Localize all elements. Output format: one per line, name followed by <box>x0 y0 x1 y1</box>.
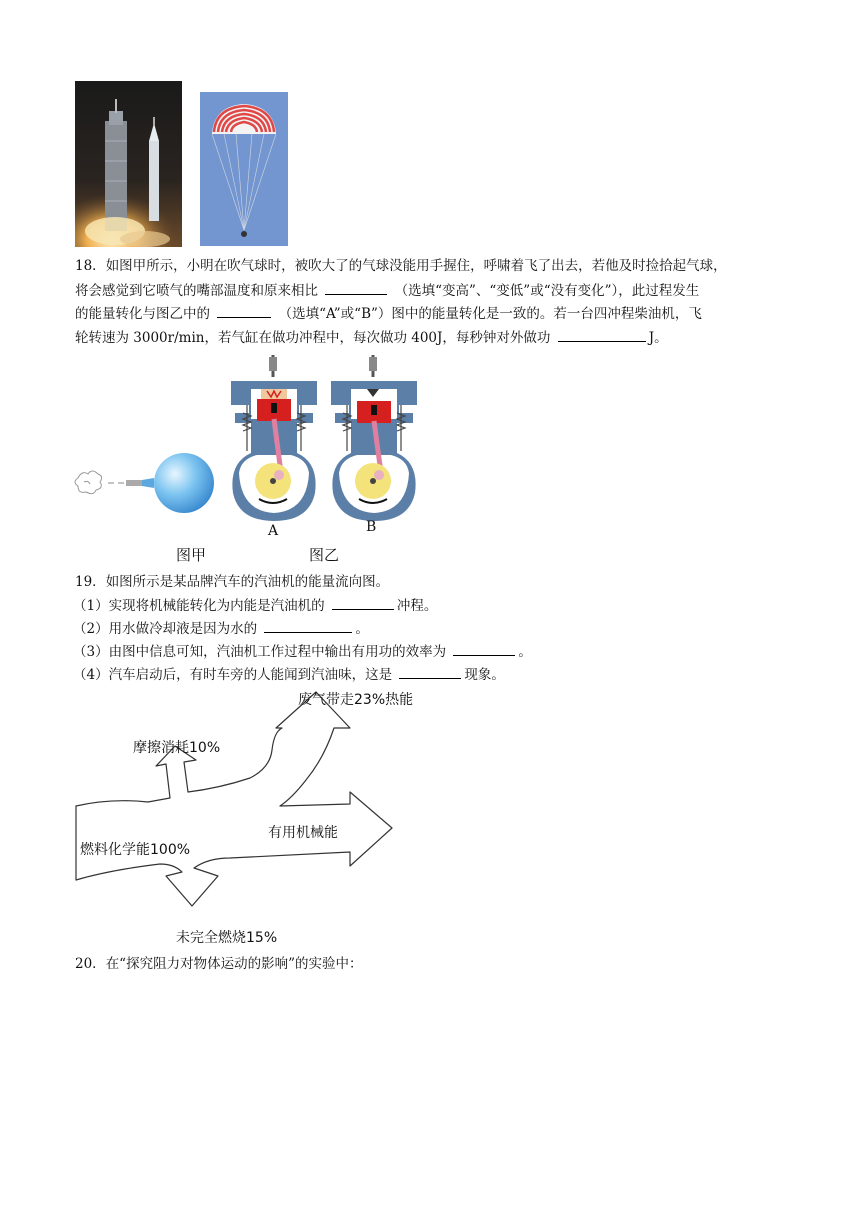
engine-a-diagram <box>227 353 322 525</box>
q20-stem-text: 在“探究阻力对物体运动的影响”的实验中： <box>105 956 363 972</box>
figure-jia-caption: 图甲 <box>176 546 207 564</box>
rocket-launch-photo <box>75 81 182 247</box>
q19-number: 19． <box>75 574 106 590</box>
q19-text-2a: （2）用水做冷却液是因为水的 <box>73 621 258 637</box>
q19-blank-phenomenon[interactable] <box>399 664 461 679</box>
q19-text-4a: （4）汽车启动后，有时车旁的人能闻到汽油味，这是 <box>73 667 393 683</box>
q18-blank-work[interactable] <box>558 327 646 342</box>
q19-stem <box>75 572 389 592</box>
q18-line-4 <box>75 327 668 348</box>
flow-label-incomplete: 未完全燃烧15% <box>176 930 278 946</box>
q18-blank-ab[interactable] <box>217 303 271 318</box>
parachute-capsule-photo <box>200 92 288 246</box>
q19-text-4b: 现象。 <box>464 667 505 683</box>
flow-label-exhaust: 废气带走23%热能 <box>298 692 414 708</box>
q18-line-2 <box>75 280 699 301</box>
q18-text-2a: 将会感觉到它喷气的嘴部温度和原来相比 <box>75 283 318 299</box>
balloon-figure <box>72 448 217 518</box>
q19-part-3 <box>73 641 532 662</box>
q18-text-2b: （选填“变高”、“变低”或“没有变化”），此过程发生 <box>394 283 700 299</box>
energy-flow-arrows <box>76 692 392 906</box>
q20-number: 20． <box>75 956 106 972</box>
flow-label-fuel: 燃料化学能100% <box>80 842 191 858</box>
q18-text-3b: （选填“A”或“B”）图中的能量转化是一致的。若一台四冲程柴油机，飞 <box>278 306 702 322</box>
q19-blank-efficiency[interactable] <box>453 641 515 656</box>
q19-stem-text: 如图所示是某品牌汽车的汽油机的能量流向图。 <box>105 574 390 590</box>
q18-blank-temperature[interactable] <box>325 280 387 295</box>
q18-number: 18． <box>75 258 106 274</box>
q20-stem <box>75 954 363 974</box>
air-puff-icon <box>75 471 102 494</box>
engine-a-label: A <box>268 523 279 539</box>
q19-part-1 <box>73 595 437 616</box>
q18-text-4a: 轮转速为 3000r/min，若气缸在做功冲程中，每次做功 400J，每秒钟对外做功 <box>75 330 551 346</box>
q18-text-4b: J。 <box>648 330 668 346</box>
q18-line-3 <box>75 303 702 324</box>
q18-text-3a: 的能量转化与图乙中的 <box>75 306 210 322</box>
q19-blank-stroke[interactable] <box>332 595 394 610</box>
q19-part-2 <box>73 618 369 639</box>
q19-text-2b: 。 <box>355 621 369 637</box>
engine-b-label: B <box>366 519 377 535</box>
q18-text-1: 如图甲所示，小明在吹气球时，被吹大了的气球没能用手握住，呼啸着飞了出去，若他及时捡拾起气球， <box>105 258 727 274</box>
q18-line-1 <box>75 256 727 276</box>
q19-text-1a: （1）实现将机械能转化为内能是汽油机的 <box>73 598 325 614</box>
flow-label-useful: 有用机械能 <box>268 825 338 841</box>
engine-b-diagram <box>327 353 422 525</box>
q19-text-3a: （3）由图中信息可知，汽油机工作过程中输出有用功的效率为 <box>73 644 447 660</box>
q19-part-4 <box>73 664 505 685</box>
flow-label-friction: 摩擦消耗10% <box>133 740 221 756</box>
q19-blank-water[interactable] <box>264 618 352 633</box>
energy-flow-diagram <box>70 688 410 938</box>
figure-yi-caption: 图乙 <box>309 546 340 564</box>
q19-text-3b: 。 <box>518 644 532 660</box>
q19-text-1b: 冲程。 <box>396 598 438 614</box>
